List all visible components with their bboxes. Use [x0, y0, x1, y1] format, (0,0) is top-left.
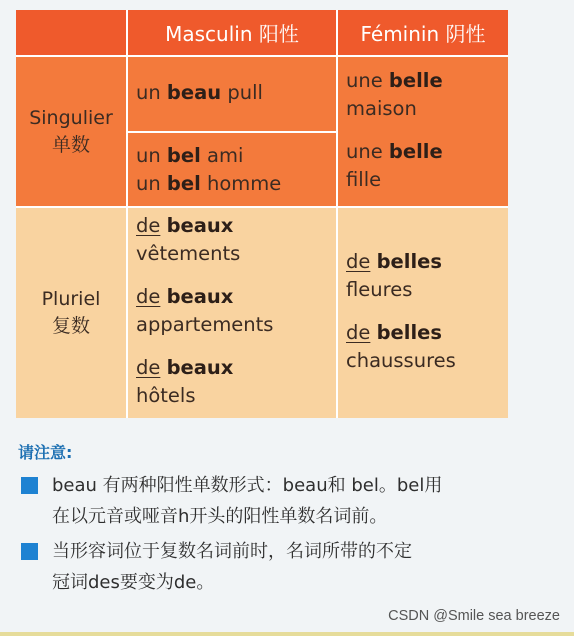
note-item-2: [18, 536, 538, 598]
note-2-line-1: 当形容词位于复数名词前时，名词所带的不定: [52, 541, 412, 562]
article: de: [136, 356, 161, 379]
plural-fem-cell: [338, 208, 508, 418]
plural-masc-line: [136, 354, 336, 382]
article: un: [136, 81, 167, 104]
square-bullet-icon: [21, 477, 38, 494]
plural-fem-noun: chaussures: [346, 349, 456, 372]
article: un: [136, 144, 167, 167]
plural-masc-noun: vêtements: [136, 242, 241, 265]
plural-label-fr: Pluriel: [41, 288, 101, 310]
fem-noun: maison: [346, 97, 417, 120]
notes-section: [18, 440, 538, 598]
watermark-text: CSDN @Smile sea breeze: [388, 608, 560, 624]
note-2-line-2: 冠词des要变为de。: [52, 572, 215, 593]
adjective: belles: [376, 321, 442, 344]
article: de: [346, 250, 371, 273]
singular-label-fr: Singulier: [29, 106, 113, 129]
plural-masc-line: [136, 283, 336, 311]
masc-line: [136, 142, 336, 170]
singular-label-zh: 单数: [51, 133, 90, 156]
notes-title: 请注意:: [18, 443, 73, 462]
note-1-line-1: beau 有两种阳性单数形式：beau和 bel。bel用: [52, 475, 443, 496]
plural-label-zh: 复数: [51, 315, 90, 337]
square-bullet-icon: [21, 543, 38, 560]
article: un: [136, 172, 167, 195]
fem-line: [346, 138, 508, 166]
plural-masc-noun: appartements: [136, 313, 274, 336]
article: de: [346, 321, 371, 344]
singular-label-cell: [16, 57, 126, 206]
adjective: belles: [376, 250, 442, 273]
adjective-table: [16, 10, 508, 418]
singular-masc-cell-2: [128, 133, 336, 206]
header-feminine: Féminin 阴性: [338, 10, 508, 55]
masc-line: [136, 170, 336, 198]
bottom-strip: [0, 632, 574, 636]
article: une: [346, 140, 389, 163]
article: de: [136, 214, 161, 237]
adjective: bel: [166, 144, 201, 167]
plural-fem-line: [346, 319, 508, 347]
fem-line: [346, 67, 508, 95]
noun: homme: [200, 172, 282, 195]
header-masculine: Masculin 阳性: [128, 10, 336, 55]
note-item-1: [18, 470, 538, 532]
singular-fem-cell: [338, 57, 508, 206]
adjective: bel: [166, 172, 201, 195]
article: de: [136, 285, 161, 308]
note-1-line-2: 在以元音或哑音h开头的阳性单数名词前。: [52, 506, 388, 527]
noun: ami: [200, 144, 244, 167]
adjective: belle: [388, 140, 443, 163]
adjective: belle: [388, 69, 443, 92]
article: une: [346, 69, 389, 92]
plural-fem-line: [346, 248, 508, 276]
plural-fem-noun: fleures: [346, 278, 413, 301]
header-empty-cell: [16, 10, 126, 55]
noun: pull: [221, 81, 263, 104]
plural-masc-cell: [128, 208, 336, 418]
singular-masc-cell-1: [128, 57, 336, 131]
adjective: beaux: [166, 356, 234, 379]
fem-noun: fille: [346, 168, 382, 191]
plural-label-cell: [16, 208, 126, 418]
adjective: beaux: [166, 214, 234, 237]
adjective: beaux: [166, 285, 234, 308]
plural-masc-line: [136, 212, 336, 240]
plural-masc-noun: hôtels: [136, 384, 196, 407]
adjective: beau: [166, 81, 222, 104]
